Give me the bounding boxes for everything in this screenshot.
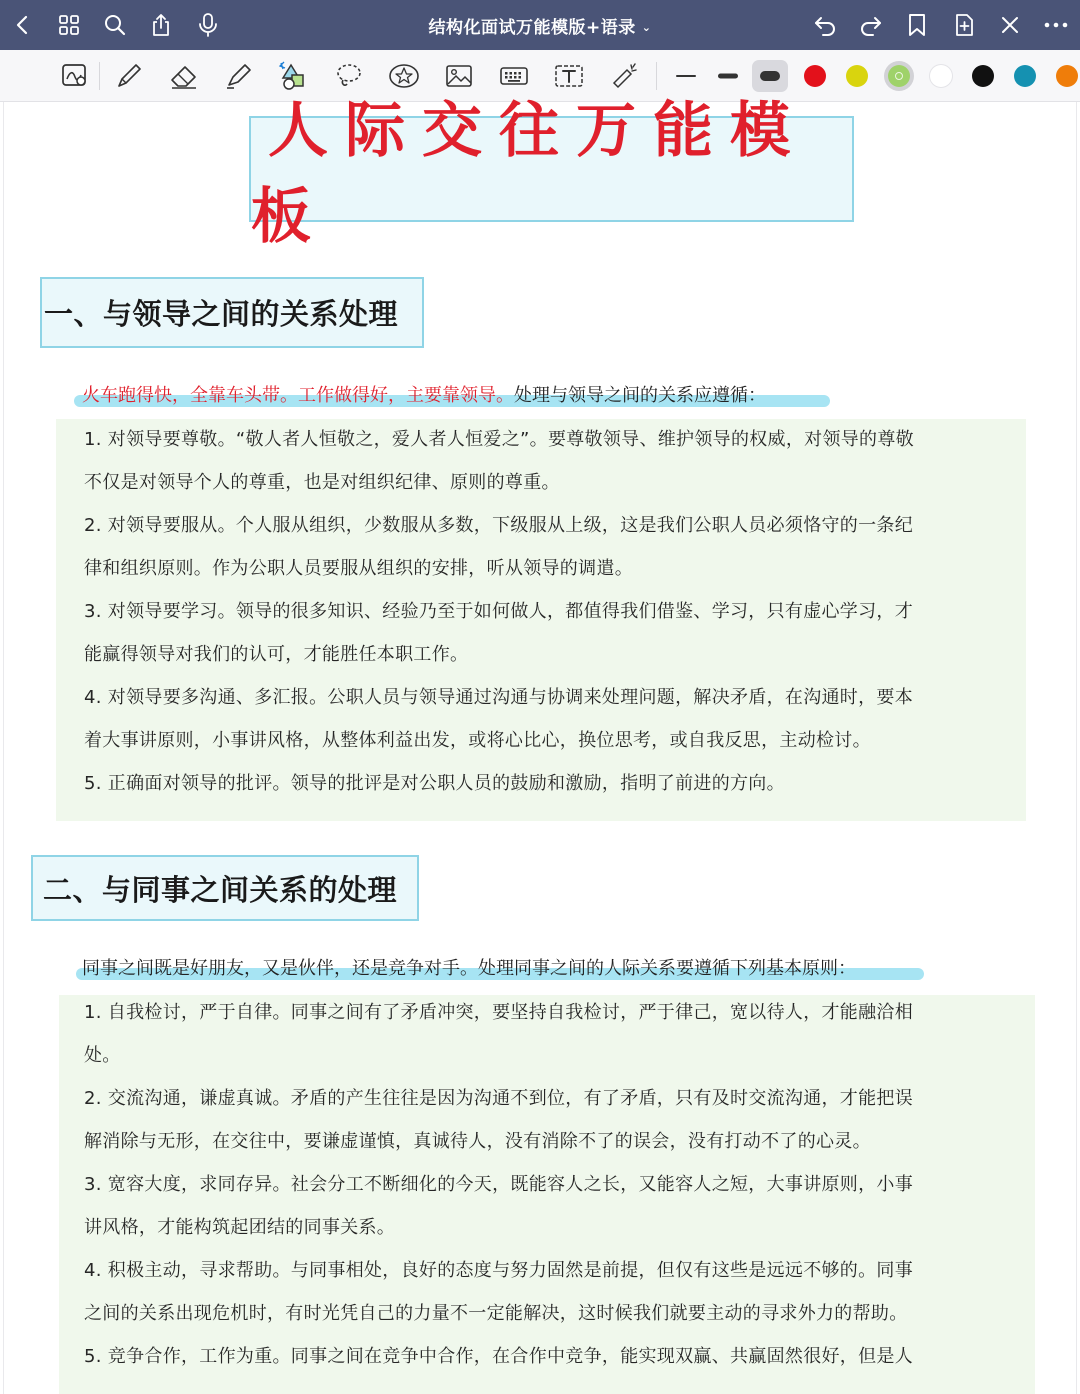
back-icon[interactable]: [8, 10, 38, 40]
section-heading: 二、与同事之间关系的处理: [43, 872, 398, 907]
grid-icon[interactable]: [54, 10, 84, 40]
body-line: 着大事讲原则，小事讲风格，从整体利益出发，或将心比心，换位思考，或自我反思，主动检讨。: [84, 730, 871, 751]
zoom-window-icon[interactable]: [59, 60, 91, 92]
document-title-text: 结构化面试万能模版+语录: [428, 18, 636, 38]
share-icon[interactable]: [146, 10, 176, 40]
more-icon[interactable]: [1041, 10, 1071, 40]
search-icon[interactable]: [100, 10, 130, 40]
lead-red-text: 火车跑得快，全靠车头带。工作做得好，主要靠领导。: [82, 385, 514, 406]
section-heading-box: [31, 855, 419, 921]
body-line: 2. 交流沟通，谦虚真诚。矛盾的产生往往是因为沟通不到位，有了矛盾，只有及时交流沟通，才能把误: [84, 1088, 913, 1109]
bookmark-icon[interactable]: [902, 10, 932, 40]
selected-indicator: [895, 72, 903, 80]
body-line: 4. 积极主动，寻求帮助。与同事相处，良好的态度与努力固然是前提，但仅有这些是远远不够的。同事: [84, 1260, 913, 1281]
section-lead-line: [76, 956, 924, 982]
body-line: 2. 对领导要服从。个人服从组织，少数服从多数，下级服从上级，这是我们公职人员必须恪守的一条纪: [84, 515, 913, 536]
section-heading-box: [40, 277, 424, 348]
body-line: 解消除与无形，在交往中，要谦虚谨慎，真诚待人，没有消除不了的误会，没有打动不了的心灵。: [84, 1131, 871, 1152]
body-line: 之间的关系出现危机时，有时光凭自己的力量不一定能解决，这时候我们就要主动的寻求外力的帮助。: [84, 1303, 908, 1324]
color-swatch-orange[interactable]: [1056, 65, 1078, 87]
color-swatch-black[interactable]: [972, 65, 994, 87]
page-title-box: [249, 96, 854, 252]
body-line: 讲风格，才能构筑起团结的同事关系。: [84, 1217, 396, 1238]
section-heading: 一、与领导之间的关系处理: [44, 297, 399, 331]
body-line: 5. 竞争合作，工作为重。同事之间在竞争中合作，在合作中竞争，能实现双赢、共赢固然很好，但是人: [84, 1346, 913, 1367]
body-line: 4. 对领导要多沟通、多汇报。公职人员与领导通过沟通与协调来处理问题，解决矛盾，在沟通时，要本: [84, 687, 913, 708]
body-line: 5. 正确面对领导的批评。领导的批评是对公职人员的鼓励和激励，指明了前进的方向。: [84, 773, 785, 794]
color-swatch-teal[interactable]: [1014, 65, 1036, 87]
top-navbar: [0, 0, 1080, 50]
lead-text: 同事之间既是好朋友，又是伙伴，还是竞争对手。处理同事之间的人际关系要遵循下列基本原则：: [82, 958, 856, 979]
body-line: 不仅是对领导个人的尊重，也是对组织纪律、原则的尊重。: [84, 472, 560, 493]
section-lead-line: [74, 383, 830, 409]
add-page-icon[interactable]: [949, 10, 979, 40]
body-line: 1. 自我检讨，严于自律。同事之间有了矛盾冲突，要坚持自我检讨，严于律己，宽以待人，才能融洽相: [84, 1002, 913, 1023]
color-swatch-green-selected[interactable]: [888, 65, 910, 87]
undo-icon[interactable]: [810, 10, 840, 40]
redo-icon[interactable]: [856, 10, 886, 40]
lead-black-text: 处理与领导之间的关系应遵循：: [514, 385, 766, 406]
body-line: 3. 宽容大度，求同存异。社会分工不断细化的今天，既能容人之长，又能容人之短，大事讲原则，小事: [84, 1174, 913, 1195]
page-title: 人际交往万能模板: [251, 96, 807, 252]
body-line: 能赢得领导对我们的认可，才能胜任本职工作。: [84, 644, 469, 665]
body-line: 1. 对领导要尊敬。“敬人者人恒敬之，爱人者人恒爱之”。要尊敬领导、维护领导的权威，对领导的尊敬: [84, 429, 914, 450]
pen-icon[interactable]: [113, 60, 145, 92]
close-icon[interactable]: [995, 10, 1025, 40]
microphone-icon[interactable]: [193, 10, 223, 40]
body-line: 3. 对领导要学习。领导的很多知识、经验乃至于如何做人，都值得我们借鉴、学习，只有虚心学习，才: [84, 601, 913, 622]
eraser-icon[interactable]: [168, 60, 200, 92]
toolbar-divider: [99, 62, 100, 90]
body-line: 处。: [84, 1045, 121, 1066]
body-line: 律和组织原则。作为公职人员要服从组织的安排，听从领导的调遣。: [84, 558, 633, 579]
note-page[interactable]: [3, 96, 1077, 1394]
chevron-down-icon: ⌄: [641, 21, 652, 34]
color-swatch-white[interactable]: [930, 65, 952, 87]
